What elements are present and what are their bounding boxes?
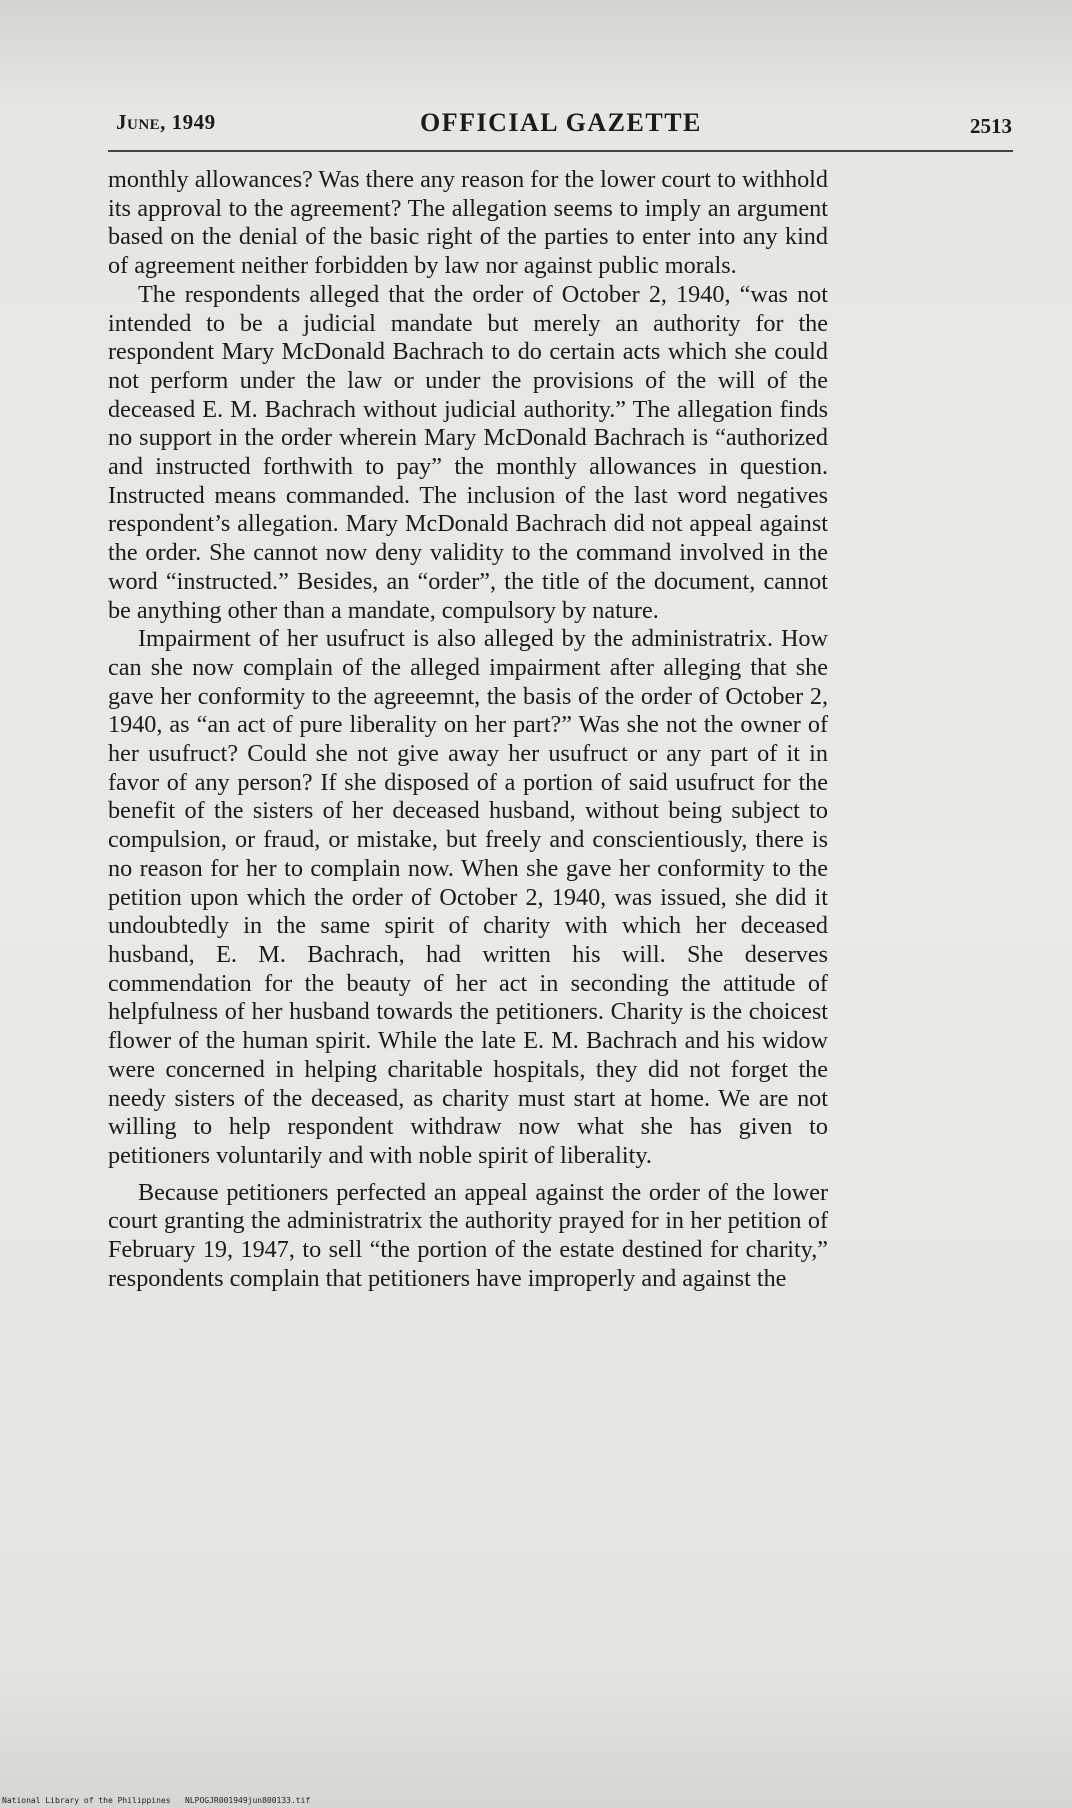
scan-footer	[2, 1796, 310, 1805]
footer-library: National Library of the Philippines	[2, 1796, 171, 1805]
header-rule	[108, 150, 1013, 152]
paragraph-1: monthly allowances? Was there any reason for the lower court to withhold its approval to the agreement? The allegation seems to imply an argument based on the denial of the basic right of the parties to enter into any kind of agreement neither forbidden by law nor against public morals.	[108, 166, 828, 280]
paragraph-3: Impairment of her usufruct is also alleged by the administratrix. How can she now complain of the alleged impairment after alleging that she gave her conformity to the agreeemnt, the basis of the order of October 2, 1940, as “an act of pure liberality on her part?” Was she not the owner of her usufruct? Could she not give away her usufruct or any part of it in favor of any person? If she disposed of a portion of said usufruct for the benefit of the sisters of her deceased husband, without being subject to compulsion, or fraud, or mistake, but freely and conscientiously, there is no reason for her to complain now. When she gave her conformity to the petition upon which the order of October 2, 1940, was issued, she did it undoubtedly in the same spirit of charity with which her deceased husband, E. M. Bachrach, had written his will. She deserves commendation for the beauty of her act in seconding the attitude of helpfulness of her husband towards the petitioners. Charity is the choicest flower of the human spirit. While the late E. M. Bachrach and his widow were concerned in helping charitable hospitals, they did not forget the needy sisters of the deceased, as charity must start at home. We are not willing to help respondent withdraw now what she has given to petitioners voluntarily and with noble spirit of liberality.	[108, 625, 828, 1169]
footer-file-id: NLPOGJR001949jun800133.tif	[185, 1796, 311, 1805]
publication-title: OFFICIAL GAZETTE	[420, 108, 702, 137]
header-date: June, 1949	[116, 110, 216, 134]
page-number: 2513	[970, 114, 1012, 138]
body-text	[108, 166, 828, 1293]
page-header	[116, 108, 1012, 142]
paragraph-2: The respondents alleged that the order of October 2, 1940, “was not intended to be a judicial mandate but merely an authority for the respondent Mary McDonald Bachrach to do certain acts which she could not perform under the law or under the provisions of the will of the deceased E. M. Bachrach without judicial authority.” The allegation finds no support in the order wherein Mary McDonald Bachrach is “authorized and instructed forthwith to pay” the monthly allowances in question. Instructed means commanded. The inclusion of the last word negatives respondent’s allegation. Mary McDonald Bachrach did not appeal against the order. She cannot now deny validity to the command involved in the word “instructed.” Besides, an “order”, the title of the document, cannot be anything other than a mandate, compulsory by nature.	[108, 280, 828, 624]
paragraph-4: Because petitioners perfected an appeal against the order of the lower court granting the administratrix the authority prayed for in her petition of February 19, 1947, to sell “the portion of the estate destined for charity,” respondents complain that petitioners have improperly and against the	[108, 1178, 828, 1292]
